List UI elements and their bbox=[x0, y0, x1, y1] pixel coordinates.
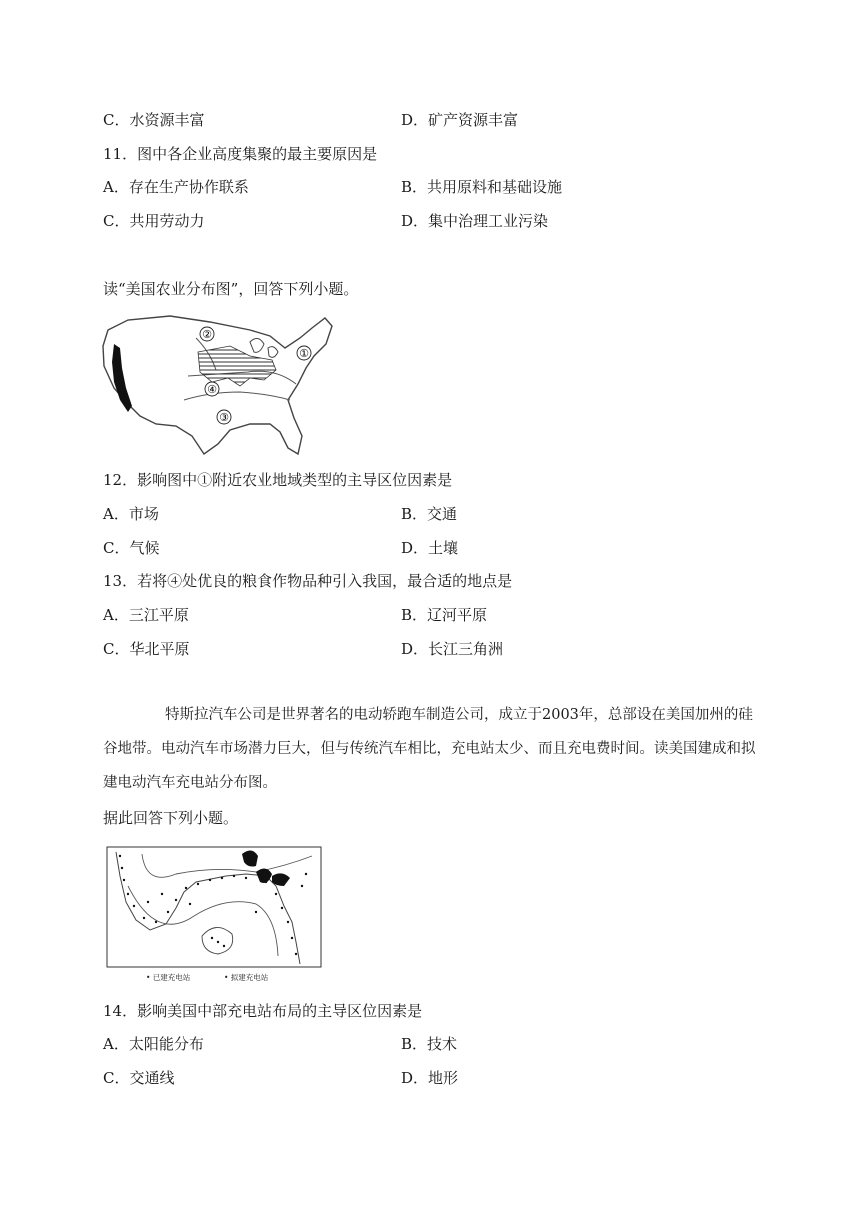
q10-option-c: C．水资源丰富 bbox=[103, 111, 205, 129]
map-label-3: ③ bbox=[219, 411, 229, 424]
section-c-instruction: 据此回答下列小题。 bbox=[103, 809, 239, 827]
q11-stem: 11．图中各企业高度集聚的最主要原因是 bbox=[103, 145, 378, 163]
q13-option-c: C．华北平原 bbox=[103, 640, 190, 658]
charging-station-map bbox=[106, 846, 324, 986]
q12-stem: 12．影响图中①附近农业地域类型的主导区位因素是 bbox=[103, 471, 453, 489]
q11-option-b: B．共用原料和基础设施 bbox=[401, 178, 563, 196]
q14-option-c: C．交通线 bbox=[103, 1069, 175, 1087]
map-label-2: ② bbox=[202, 328, 212, 341]
q13-stem: 13．若将④处优良的粮食作物品种引入我国，最合适的地点是 bbox=[103, 572, 513, 590]
q12-option-b: B．交通 bbox=[401, 505, 458, 523]
q14-option-b: B．技术 bbox=[401, 1035, 458, 1053]
legend-built: • 已建充电站 bbox=[146, 973, 191, 982]
q11-option-d: D．集中治理工业污染 bbox=[401, 212, 549, 230]
q13-option-d: D．长江三角洲 bbox=[401, 640, 504, 658]
q11-option-c: C．共用劳动力 bbox=[103, 212, 205, 230]
legend-planned: • 拟建充电站 bbox=[224, 973, 269, 982]
q14-option-a: A．太阳能分布 bbox=[103, 1035, 204, 1053]
q11-option-a: A．存在生产协作联系 bbox=[103, 178, 249, 196]
q10-option-d: D．矿产资源丰富 bbox=[401, 111, 519, 129]
section-b-intro: 读“美国农业分布图”，回答下列小题。 bbox=[103, 280, 359, 298]
map-label-4: ④ bbox=[207, 383, 217, 396]
q14-stem: 14．影响美国中部充电站布局的主导区位因素是 bbox=[103, 1002, 423, 1020]
tesla-passage: 特斯拉汽车公司是世界著名的电动轿跑车制造公司，成立于2003年，总部设在美国加州的硅谷地带。电动汽车市场潜力巨大，但与传统汽车相比，充电站太少、而且充电费时间。读美国建成和拟建电动汽车充电站分布图。 bbox=[103, 707, 756, 791]
us-agriculture-map bbox=[100, 308, 340, 458]
q12-option-c: C．气候 bbox=[103, 539, 160, 557]
map-label-1: ① bbox=[299, 347, 309, 360]
q14-option-d: D．地形 bbox=[401, 1069, 459, 1087]
q12-option-a: A．市场 bbox=[103, 505, 159, 523]
q13-option-a: A．三江平原 bbox=[103, 606, 189, 624]
q13-option-b: B．辽河平原 bbox=[401, 606, 488, 624]
q12-option-d: D．土壤 bbox=[401, 539, 459, 557]
